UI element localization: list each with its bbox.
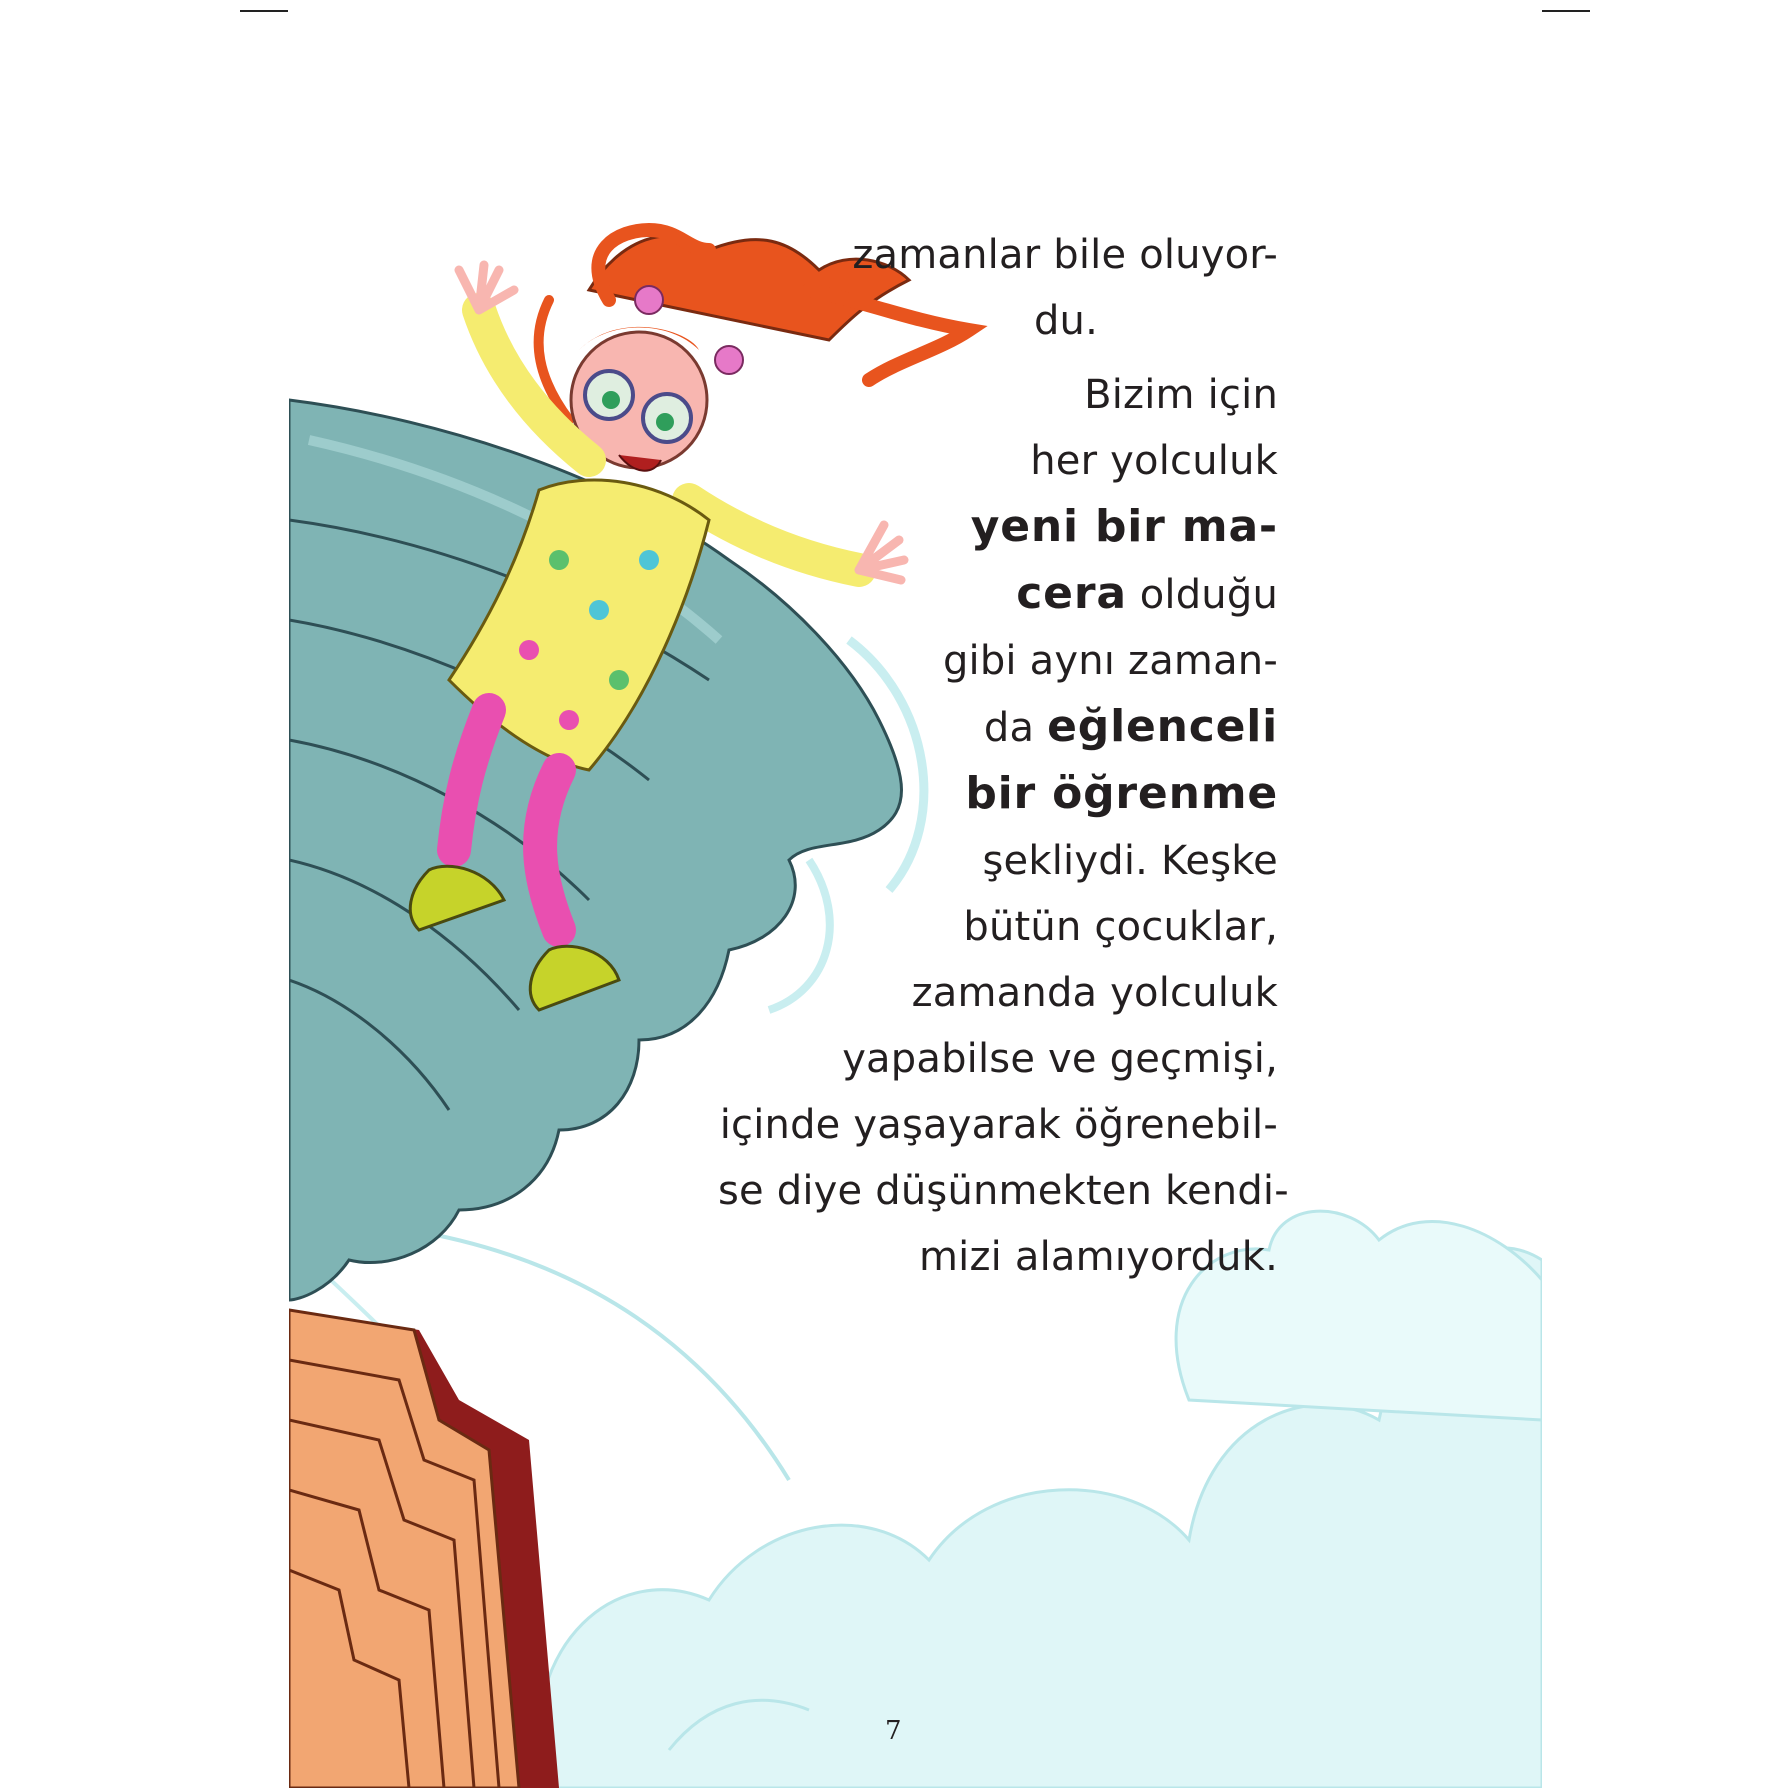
text-line	[718, 561, 1278, 628]
crop-mark-left	[240, 10, 288, 12]
text-segment: zamanda yolculuk	[911, 970, 1278, 1016]
text-segment: gibi aynı zaman-	[942, 638, 1278, 684]
text-segment-bold: cera	[1016, 568, 1127, 619]
text-segment: her yolculuk	[1030, 438, 1278, 484]
story-text	[718, 222, 1289, 1290]
text-segment-bold: bir öğrenme	[965, 768, 1278, 819]
text-segment-bold: yeni bir ma-	[970, 501, 1278, 552]
text-segment: içinde yaşayarak öğrenebil-	[719, 1102, 1278, 1148]
text-line	[718, 288, 1278, 354]
text-segment: mizi alamıyorduk.	[918, 1234, 1278, 1280]
text-line	[718, 960, 1278, 1026]
text-line	[718, 894, 1278, 960]
text-segment: zamanlar bile oluyor-	[852, 232, 1278, 278]
book	[289, 1310, 559, 1788]
book-page	[289, 0, 1542, 1788]
text-line	[718, 628, 1278, 694]
text-segment: yapabilse ve geçmişi,	[842, 1036, 1278, 1082]
text-line	[718, 694, 1278, 761]
text-line	[718, 1026, 1278, 1092]
text-line	[718, 761, 1278, 828]
text-line	[718, 362, 1278, 428]
page-number: 7	[885, 1716, 902, 1746]
text-line	[718, 1224, 1278, 1290]
text-line	[718, 1092, 1278, 1158]
text-line	[718, 1158, 1289, 1224]
text-segment: olduğu	[1126, 572, 1278, 618]
text-segment: şekliydi. Keşke	[982, 838, 1278, 884]
text-segment: Bizim için	[1084, 372, 1278, 418]
text-line	[718, 428, 1278, 494]
text-segment: bütün çocuklar,	[963, 904, 1278, 950]
crop-mark-right	[1542, 10, 1590, 12]
text-segment: da	[983, 705, 1048, 751]
text-segment: du.	[1033, 298, 1098, 344]
text-line	[718, 828, 1278, 894]
text-line	[718, 222, 1278, 288]
text-segment: se diye düşünmekten kendi-	[718, 1168, 1289, 1214]
text-segment-bold: eğlenceli	[1047, 701, 1278, 752]
text-line	[718, 494, 1278, 561]
